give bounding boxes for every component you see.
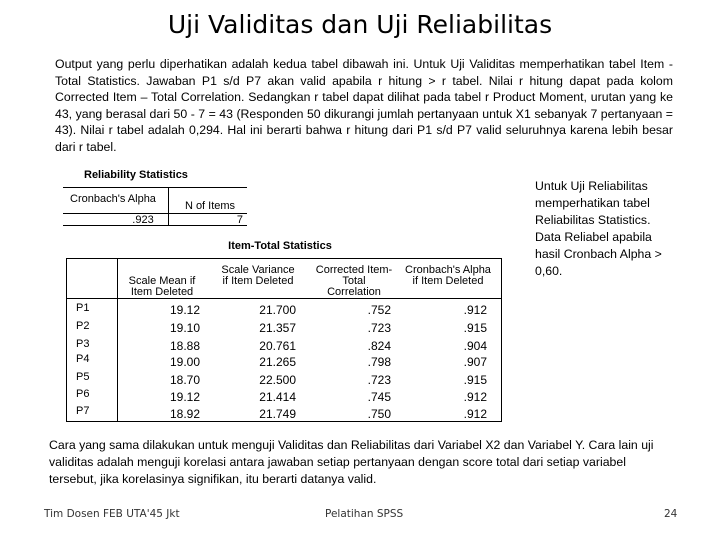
cell-alpha: .912 bbox=[463, 407, 487, 421]
footer-author: Tim Dosen FEB UTA'45 Jkt bbox=[44, 508, 180, 520]
row-label: P2 bbox=[76, 320, 90, 332]
cell-variance: 21.265 bbox=[259, 355, 296, 369]
row-label: P3 bbox=[76, 338, 90, 350]
reliability-table-title: Reliability Statistics bbox=[84, 169, 188, 181]
cell-alpha: .904 bbox=[463, 339, 487, 353]
cell-correlation: .752 bbox=[367, 303, 391, 317]
cell-variance: 22.500 bbox=[259, 373, 296, 387]
cell-correlation: .723 bbox=[367, 373, 391, 387]
reliability-col-items-header: N of Items bbox=[184, 200, 236, 212]
cell-correlation: .723 bbox=[367, 321, 391, 335]
header-corrected-correlation: Corrected Item-Total Correlation bbox=[315, 264, 393, 298]
row-label: P4 bbox=[76, 353, 90, 365]
reliability-alpha-value: .923 bbox=[132, 214, 154, 226]
cell-alpha: .912 bbox=[463, 390, 487, 404]
cell-alpha: .915 bbox=[463, 321, 487, 335]
reliability-table bbox=[63, 182, 247, 225]
side-note: Untuk Uji Reliabilitas memperhatikan tabel Reliabilitas Statistics. Data Reliabel apabila hasil Cronbach Alpha > 0,60. bbox=[535, 179, 662, 278]
header-alpha-if-deleted: Cronbach's Alpha if Item Deleted bbox=[405, 264, 491, 287]
header-scale-variance: Scale Variance if Item Deleted bbox=[221, 264, 295, 287]
slide-title: Uji Validitas dan Uji Reliabilitas bbox=[167, 10, 553, 39]
row-label: P6 bbox=[76, 388, 90, 400]
cell-mean: 19.12 bbox=[169, 390, 200, 404]
cell-correlation: .745 bbox=[367, 390, 391, 404]
row-label: P5 bbox=[76, 371, 90, 383]
cell-alpha: .912 bbox=[463, 303, 487, 317]
cell-variance: 21.749 bbox=[259, 407, 296, 421]
reliability-col-alpha-header: Cronbach's Alpha bbox=[70, 193, 156, 205]
footer-course: Pelatihan SPSS bbox=[325, 508, 404, 520]
cell-variance: 21.700 bbox=[259, 303, 296, 317]
cell-mean: 19.00 bbox=[169, 355, 200, 369]
page-number: 24 bbox=[664, 508, 678, 520]
cell-mean: 18.92 bbox=[169, 407, 200, 421]
header-scale-mean: Scale Mean if Item Deleted bbox=[128, 275, 196, 298]
cell-mean: 19.12 bbox=[169, 303, 200, 317]
closing-paragraph: Cara yang sama dilakukan untuk menguji Validitas dan Reliabilitas dari Variabel X2 dan Variabel Y. Cara lain uji validitas adalah menguji korelasi antara jawaban setiap pertanyaan dengan score total dari setiap variabel tersebut, jika korelasinya signifikan, itu berarti datanya valid. bbox=[49, 438, 654, 486]
reliability-items-value: 7 bbox=[236, 214, 243, 226]
row-label: P7 bbox=[76, 405, 90, 417]
cell-correlation: .750 bbox=[367, 407, 391, 421]
cell-variance: 20.761 bbox=[259, 339, 296, 353]
cell-alpha: .907 bbox=[463, 355, 487, 369]
cell-correlation: .798 bbox=[367, 355, 391, 369]
cell-correlation: .824 bbox=[367, 339, 391, 353]
cell-mean: 19.10 bbox=[169, 321, 200, 335]
cell-variance: 21.414 bbox=[259, 390, 296, 404]
cell-mean: 18.70 bbox=[169, 373, 200, 387]
row-label: P1 bbox=[76, 302, 90, 314]
item-total-table-title: Item-Total Statistics bbox=[228, 240, 332, 252]
cell-mean: 18.88 bbox=[169, 339, 200, 353]
cell-alpha: .915 bbox=[463, 373, 487, 387]
intro-paragraph: Output yang perlu diperhatikan adalah kedua tabel dibawah ini. Untuk Uji Validitas memperhatikan tabel Item - Total Statistics. Jawaban P1 s/d P7 akan valid apabila r hitung > r tabel. Nilai r hitung dapat pada kolom Corrected Item – Total Correlation. Sedangkan r tabel dapat dilihat pada tabel r Product Moment, urutan yang ke 43, yang berasal dari 50 - 7 = 43 (Responden 50 dikurangi jumlah pertanyaan untuk X1 sebanyak 7 pertanyaan = 43). Nilai r tabel adalah 0,294. Hal ini berarti bahwa r hitung dari P1 s/d P7 valid seluruhnya karena lebih besar dari r tabel. bbox=[55, 57, 673, 154]
cell-variance: 21.357 bbox=[259, 321, 296, 335]
